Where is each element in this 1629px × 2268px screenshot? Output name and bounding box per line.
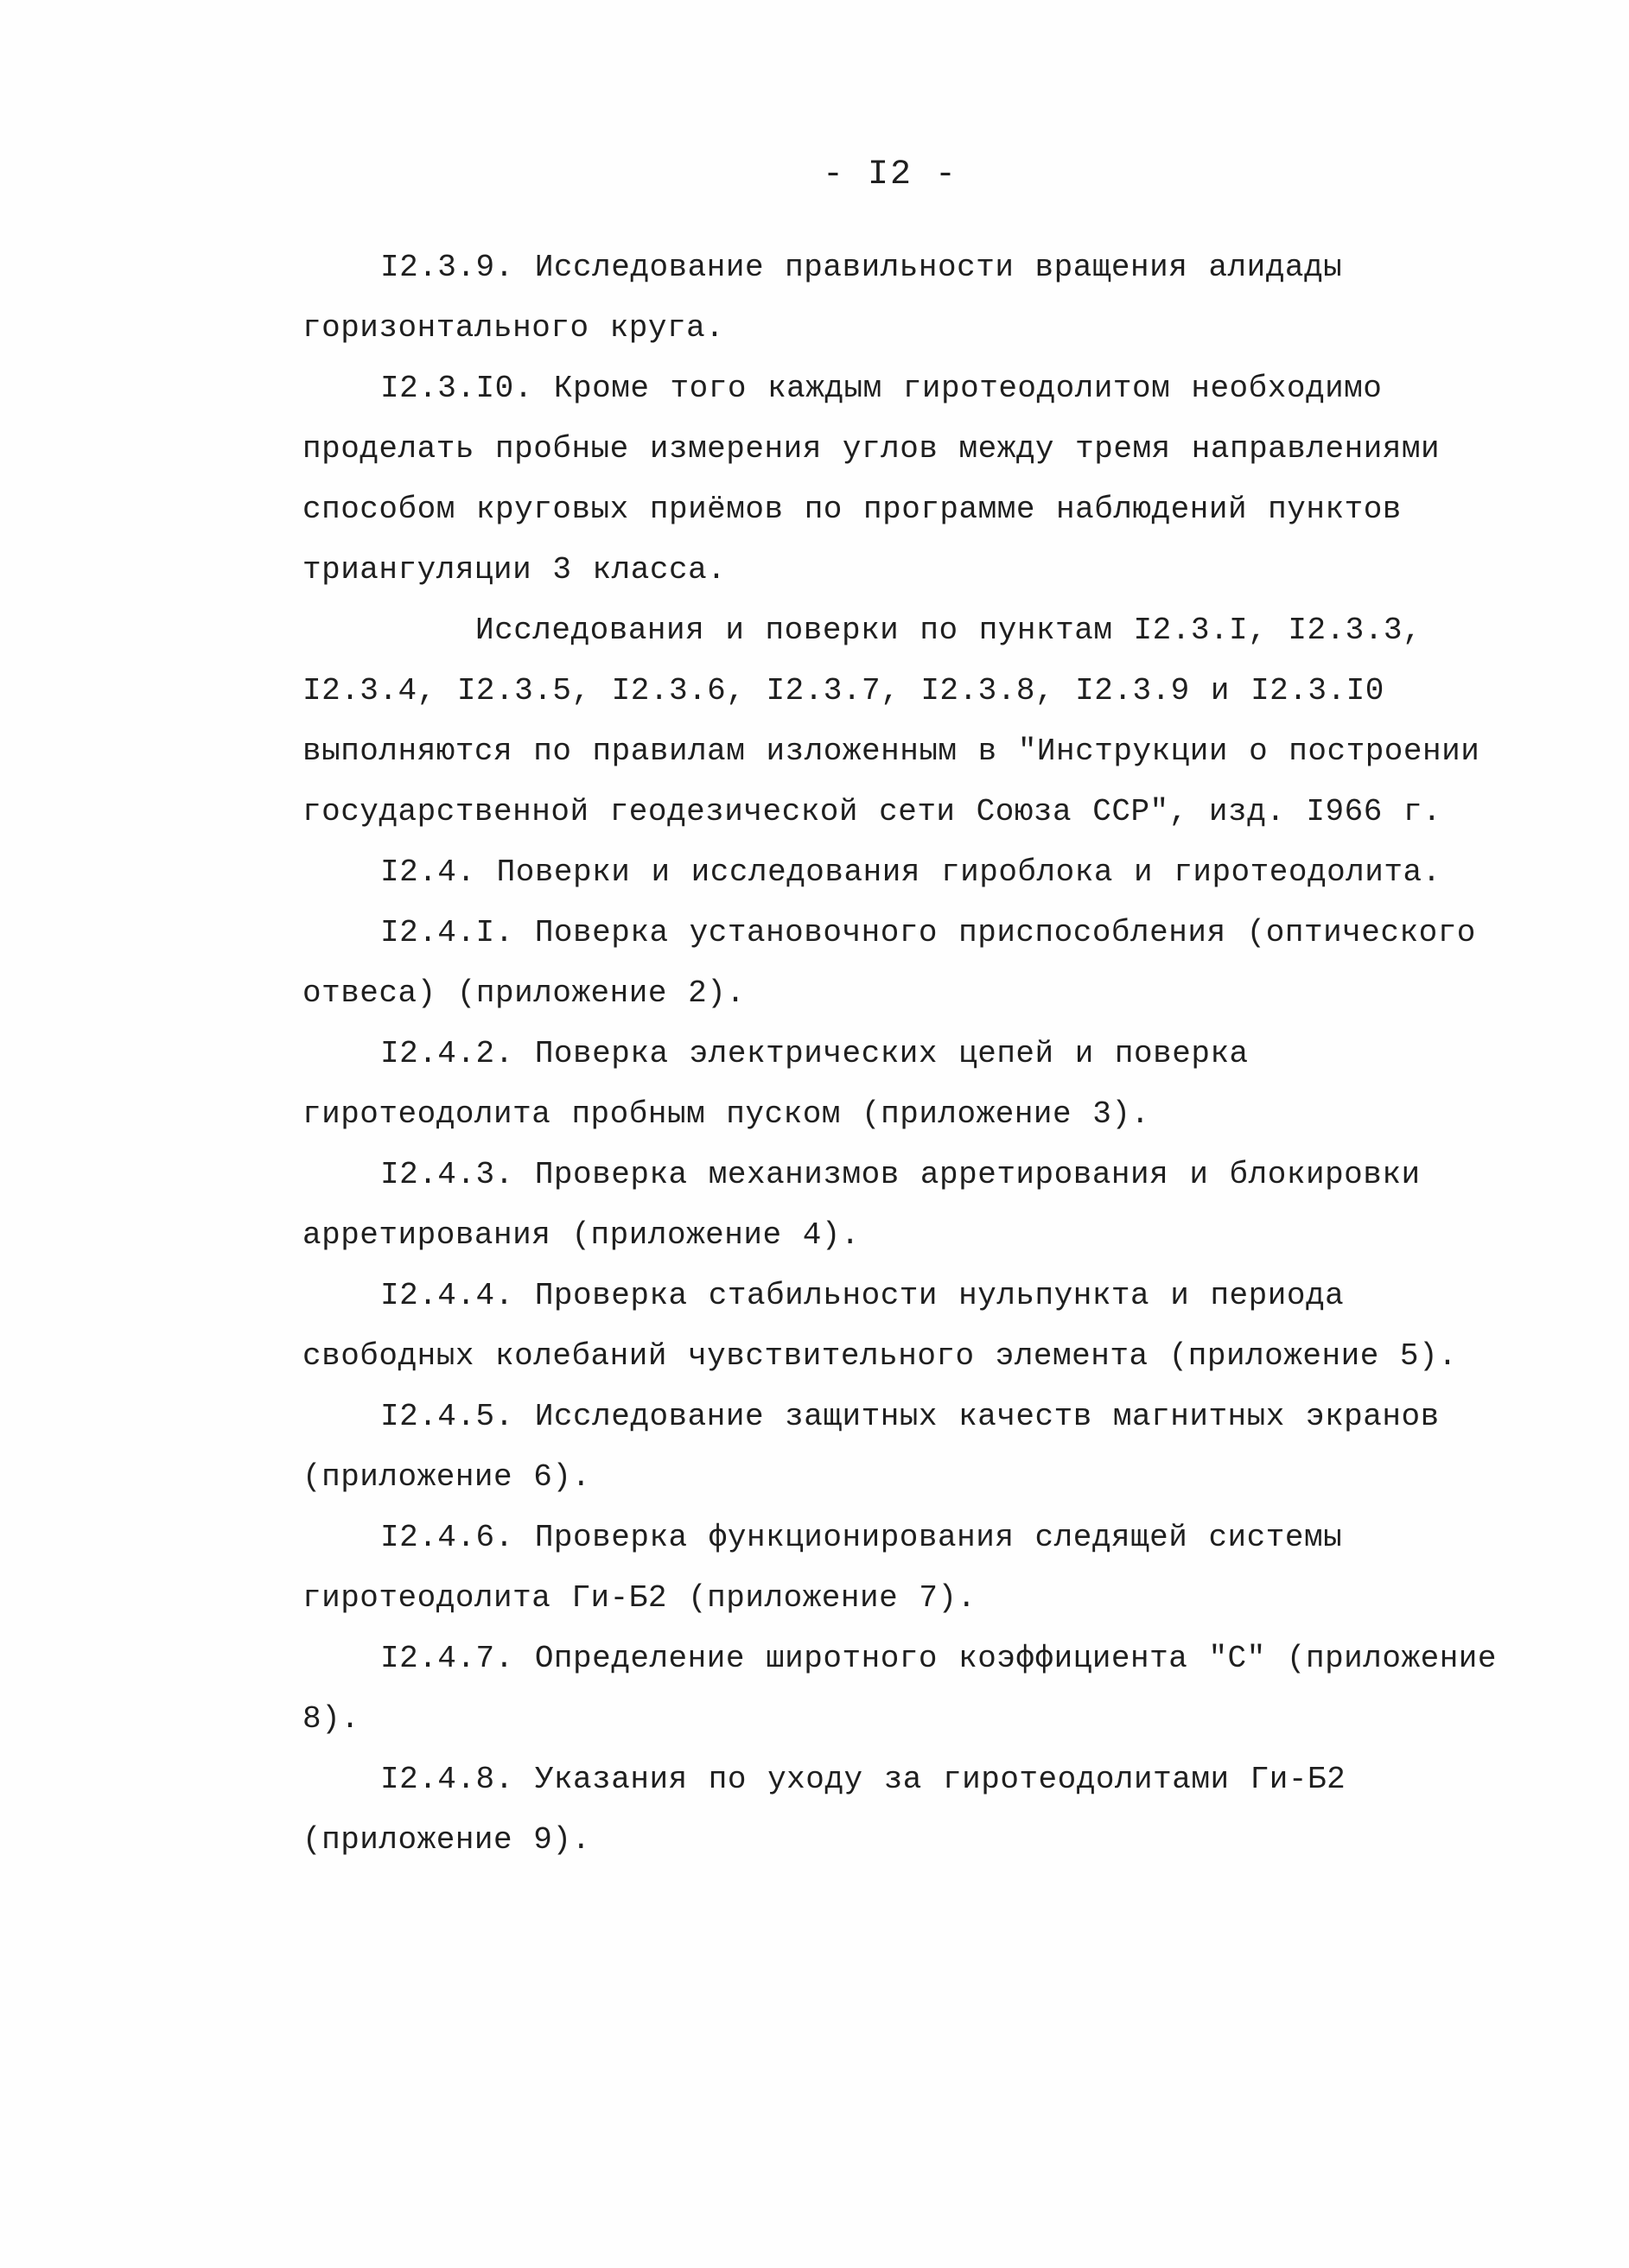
paragraph-research-note: Исследования и поверки по пунктам I2.3.I, I2.3.3, I2.3.4, I2.3.5, I2.3.6, I2.3.7, I2.3.8, I2.3.9 и I2.3.I0 выполняются по правилам изложенным в "Инструкции о построении государственной геодезической сети Союза ССР", изд. I966 г. (302, 613, 1480, 829)
paragraph-12-4-3: I2.4.3. Проверка механизмов арретирования и блокировки арретирования (приложение 4). (302, 1157, 1421, 1253)
page-number: - I2 - (822, 156, 958, 194)
paragraph-12-4-6: I2.4.6. Проверка функционирования следящей системы гиротеодолита Ги-Б2 (приложение 7). (302, 1520, 1343, 1616)
paragraph-12-4-7: I2.4.7. Определение широтного коэффициента "С" (приложение 8). (302, 1641, 1498, 1737)
paragraph-12-4-4: I2.4.4. Проверка стабильности нульпункта и периода свободных колебаний чувствительного элемента (приложение 5). (302, 1278, 1458, 1374)
body-text (302, 238, 1512, 1871)
paragraph-12-3-10: I2.3.I0. Кроме того каждым гиротеодолитом необходимо проделать пробные измерения углов между тремя направлениями способом круговых приёмов по программе наблюдений пунктов триангуляции 3 класса. (302, 371, 1441, 588)
paragraph-12-4-2: I2.4.2. Поверка электрических цепей и поверка гиротеодолита пробным пуском (приложение 3). (302, 1036, 1249, 1132)
paragraph-12-3-9: I2.3.9. Исследование правильности вращения алидады горизонтального круга. (302, 250, 1343, 346)
paragraph-12-4: I2.4. Поверки и исследования гироблока и гиротеодолита. (380, 854, 1441, 890)
paragraph-12-4-5: I2.4.5. Исследование защитных качеств магнитных экранов (приложение 6). (302, 1399, 1440, 1495)
paragraph-12-4-1: I2.4.I. Поверка установочного приспособления (оптического отвеса) (приложение 2). (302, 915, 1476, 1011)
paragraph-12-4-8: I2.4.8. Указания по уходу за гиротеодолитами Ги-Б2 (приложение 9). (302, 1762, 1346, 1858)
